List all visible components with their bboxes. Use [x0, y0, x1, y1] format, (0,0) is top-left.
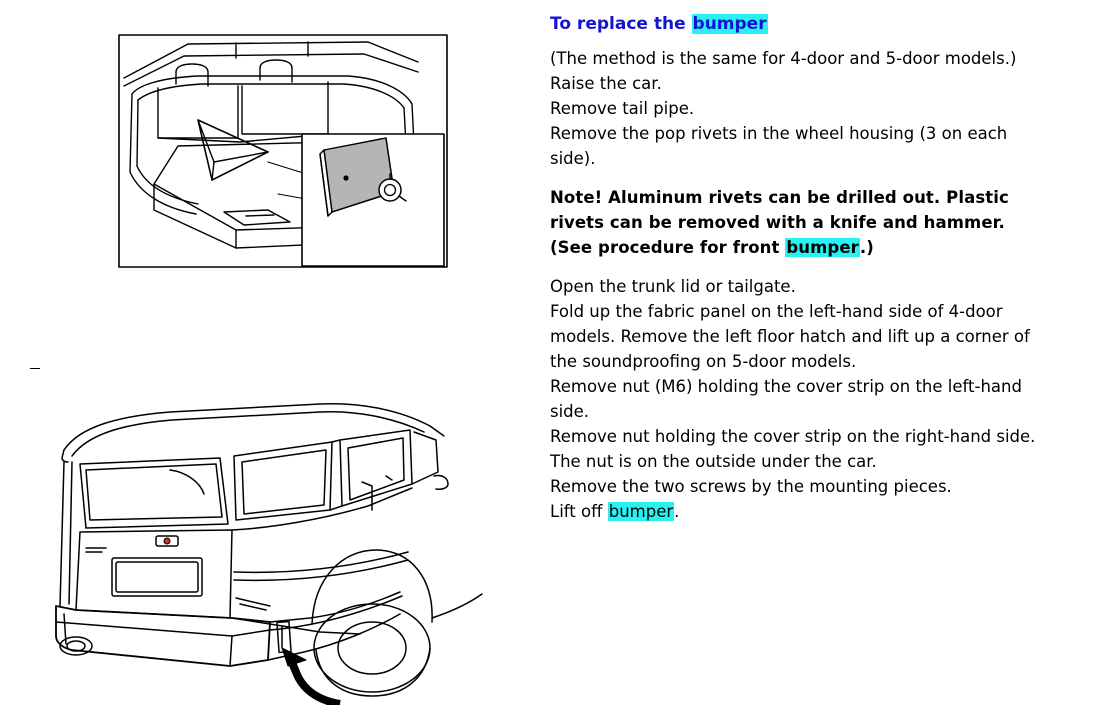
text-line: Open the trunk lid or tailgate.: [550, 277, 796, 296]
text-line: (The method is the same for 4-door and 5-door models.): [550, 49, 1017, 68]
text-line: Remove the two screws by the mounting pieces.: [550, 477, 952, 496]
text-line: rivets can be removed with a knife and hammer.: [550, 213, 1005, 232]
text-line: Remove tail pipe.: [550, 99, 695, 118]
text-line: Raise the car.: [550, 74, 662, 93]
figure-column: [0, 0, 540, 715]
heading-prefix: To replace the: [550, 14, 692, 34]
figure-rear-view: [20, 360, 500, 705]
text-line-with-highlight: (See procedure for front bumper.): [550, 238, 874, 257]
text-line: The nut is on the outside under the car.: [550, 452, 877, 471]
instruction-column: [540, 0, 1098, 715]
text-line: side.: [550, 402, 590, 421]
heading-highlight: bumper: [692, 14, 767, 34]
text-line: the soundproofing on 5-door models.: [550, 352, 857, 371]
paragraph-intro: [550, 46, 1084, 171]
text-line-with-highlight: Lift off bumper.: [550, 502, 680, 521]
text-line: models. Remove the left floor hatch and lift up a corner of: [550, 327, 1030, 346]
text-line: side).: [550, 149, 596, 168]
section-heading: [550, 12, 1084, 36]
text-line: Note! Aluminum rivets can be drilled out. Plastic: [550, 188, 1009, 207]
text-line: Remove nut (M6) holding the cover strip on the left-hand: [550, 377, 1022, 396]
paragraph-note: [550, 185, 1084, 260]
text-line: Remove the pop rivets in the wheel housing (3 on each: [550, 124, 1008, 143]
figure-trunk-interior: [118, 34, 448, 274]
text-line: Fold up the fabric panel on the left-hand side of 4-door: [550, 302, 1003, 321]
text-line: Remove nut holding the cover strip on the right-hand side.: [550, 427, 1036, 446]
paragraph-procedure: [550, 274, 1084, 524]
note-highlight: bumper: [786, 238, 859, 257]
procedure-highlight: bumper: [608, 502, 674, 521]
